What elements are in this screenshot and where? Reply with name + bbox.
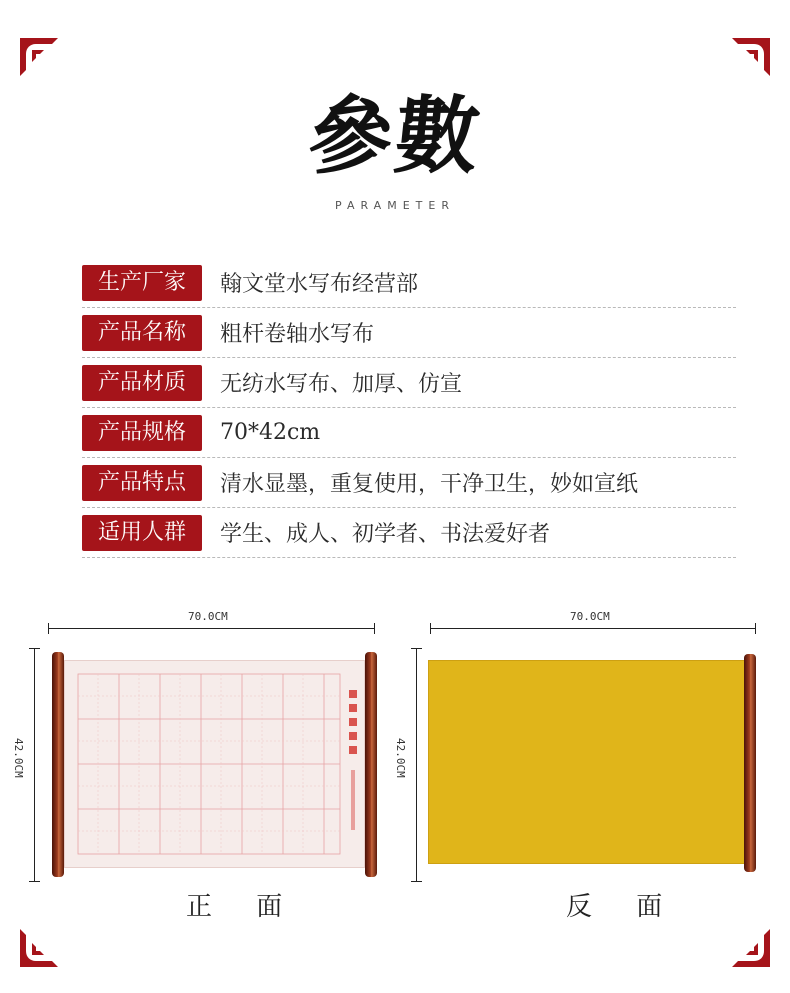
back-cloth <box>428 660 746 864</box>
parameter-table <box>82 258 736 558</box>
back-height-label: 42.0CM <box>394 738 407 778</box>
front-grid-pattern <box>64 660 365 868</box>
param-value: 学生、成人、初学者、书法爱好者 <box>220 522 551 547</box>
corner-ornament-icon <box>18 36 62 80</box>
front-height-dimension-line <box>34 648 35 882</box>
scroll-rod-left <box>52 652 64 877</box>
back-width-label: 70.0CM <box>570 610 610 623</box>
param-row <box>82 458 736 508</box>
front-caption: 正 面 <box>186 892 301 922</box>
front-cloth <box>64 660 365 868</box>
back-scroll-image <box>428 654 758 872</box>
param-value: 粗杆卷轴水写布 <box>220 322 375 347</box>
param-key: 产品名称 <box>82 315 202 351</box>
scroll-rod-right <box>744 654 756 872</box>
corner-ornament-icon <box>728 36 772 80</box>
param-key: 适用人群 <box>82 515 202 551</box>
param-value: 翰文堂水写布经营部 <box>220 272 419 297</box>
param-row <box>82 508 736 558</box>
param-key: 产品材质 <box>82 365 202 401</box>
back-width-dimension-line <box>430 628 756 629</box>
page-title: 參數 <box>303 86 487 185</box>
param-row <box>82 358 736 408</box>
scroll-rod-right <box>365 652 377 877</box>
corner-ornament-icon <box>18 925 62 969</box>
param-row <box>82 308 736 358</box>
page-subtitle: PARAMETER <box>335 199 455 212</box>
back-caption: 反 面 <box>566 892 681 922</box>
param-value: 无纺水写布、加厚、仿宣 <box>220 372 463 397</box>
param-value: 70*42cm <box>220 420 321 445</box>
param-row <box>82 258 736 308</box>
back-height-dimension-line <box>416 648 417 882</box>
front-height-label: 42.0CM <box>12 738 25 778</box>
param-row <box>82 408 736 458</box>
front-width-dimension-line <box>48 628 375 629</box>
corner-ornament-icon <box>728 925 772 969</box>
param-key: 产品特点 <box>82 465 202 501</box>
front-scroll-image <box>52 652 377 877</box>
front-width-label: 70.0CM <box>188 610 228 623</box>
param-key: 生产厂家 <box>82 265 202 301</box>
param-value: 清水显墨，重复使用，干净卫生，妙如宣纸 <box>220 472 639 497</box>
param-key: 产品规格 <box>82 415 202 451</box>
